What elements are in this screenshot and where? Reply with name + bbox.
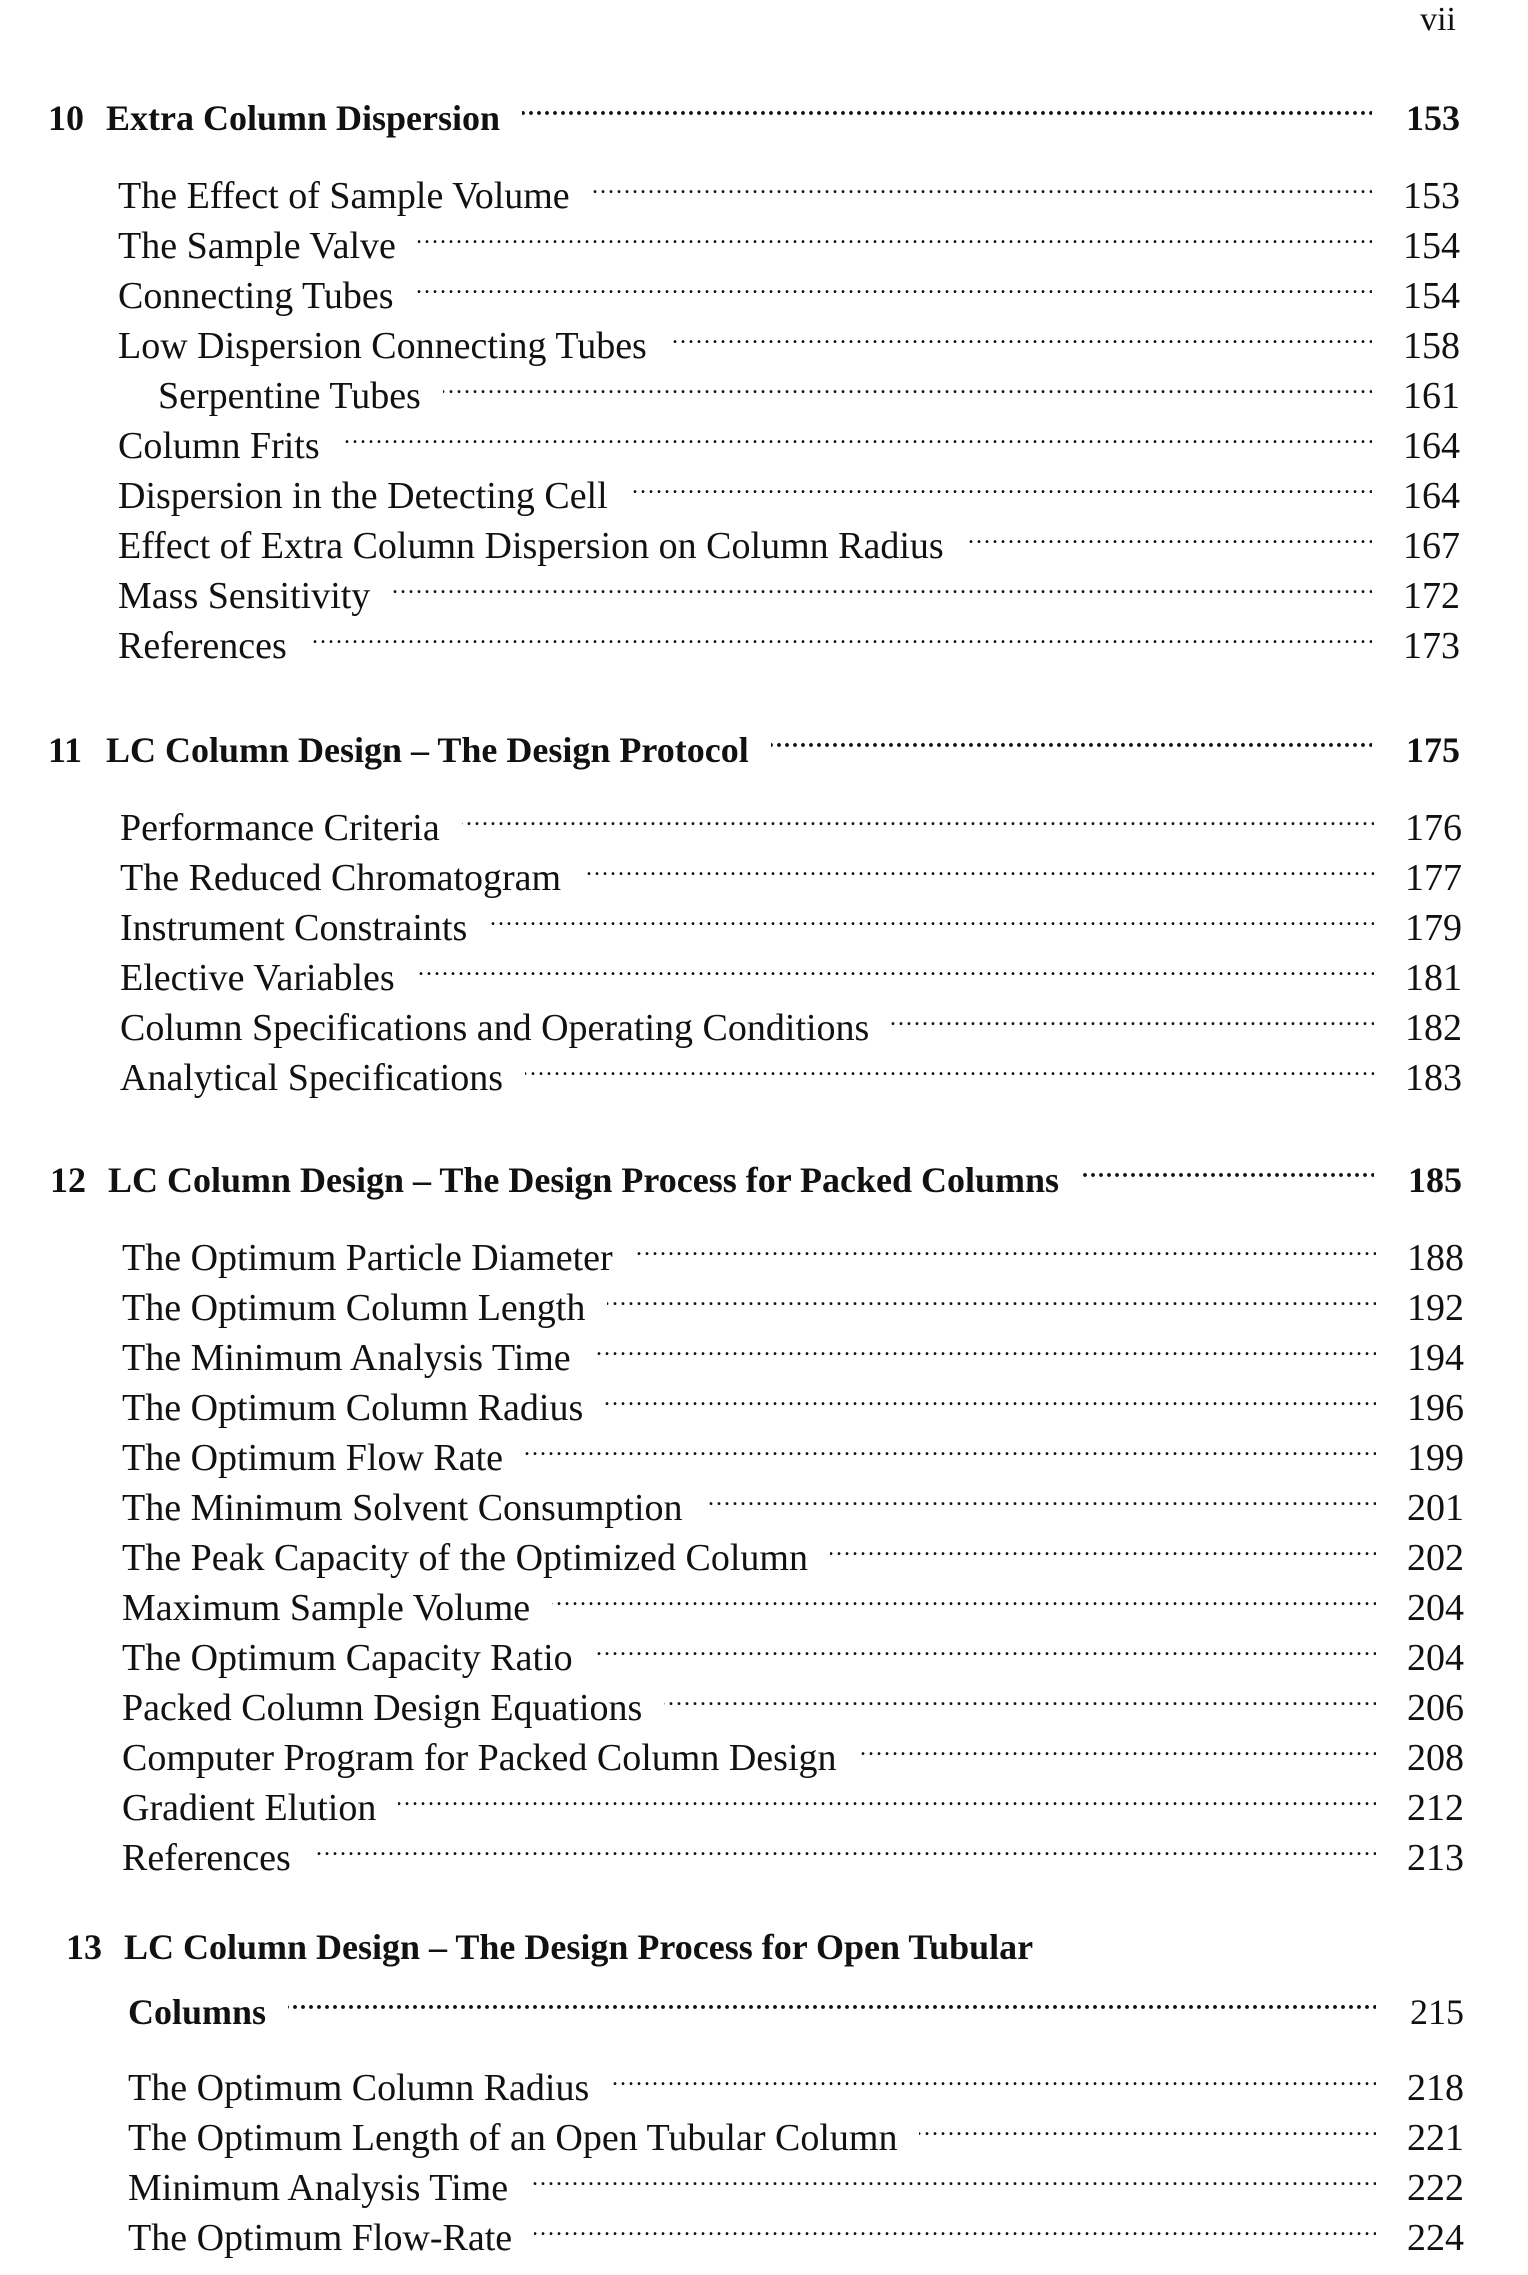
toc-entry xyxy=(120,990,1462,1049)
entry-page-number: 161 xyxy=(1403,375,1460,417)
leader-dots xyxy=(607,1270,1376,1320)
entry-page-number: 221 xyxy=(1407,2117,1464,2159)
chapter-number: 13 xyxy=(66,1927,102,1967)
leader-dots xyxy=(552,1570,1376,1620)
entry-title: Minimum Analysis Time xyxy=(128,2167,509,2209)
leader-dots xyxy=(398,1770,1376,1820)
toc-entry xyxy=(120,1040,1462,1099)
leader-dots xyxy=(534,2200,1376,2250)
toc-entry xyxy=(122,1570,1464,1629)
entry-page-number: 183 xyxy=(1405,1057,1462,1099)
entry-page-number: 164 xyxy=(1403,425,1460,467)
entry-title: Elective Variables xyxy=(120,957,395,999)
entry-page-number: 196 xyxy=(1407,1387,1464,1429)
chapter-title: LC Column Design – The Design Process for Open Tubular xyxy=(124,1927,1034,1967)
entry-title: Serpentine Tubes xyxy=(158,375,421,417)
entry-title xyxy=(66,1922,1033,1972)
entry-title: Connecting Tubes xyxy=(118,275,394,317)
toc-entry xyxy=(118,458,1460,517)
entry-page-number: 194 xyxy=(1407,1337,1464,1379)
entry-page-number: 158 xyxy=(1403,325,1460,367)
entry-title: The Optimum Capacity Ratio xyxy=(122,1637,573,1679)
entry-page-number: 182 xyxy=(1405,1007,1462,1049)
leader-dots xyxy=(309,608,1372,658)
chapter-title: Extra Column Dispersion xyxy=(106,98,501,138)
entry-title: Gradient Elution xyxy=(122,1787,377,1829)
leader-dots xyxy=(919,2100,1376,2150)
chapter-heading-13 xyxy=(66,1922,1464,1972)
chapter-heading-11 xyxy=(48,712,1460,770)
chapter-heading-13-line2 xyxy=(128,1974,1464,2032)
entry-page-number: 218 xyxy=(1407,2067,1464,2109)
entry-page-number: 212 xyxy=(1407,1787,1464,1829)
chapter-title: LC Column Design – The Design Protocol xyxy=(106,730,749,770)
leader-dots xyxy=(669,308,1372,358)
toc-entry xyxy=(122,1670,1464,1729)
toc-entry xyxy=(122,1820,1464,1879)
entry-title xyxy=(50,1155,1059,1205)
leader-dots xyxy=(771,712,1372,762)
leader-dots xyxy=(830,1520,1376,1570)
entry-page-number: 179 xyxy=(1405,907,1462,949)
entry-page-number: 213 xyxy=(1407,1837,1464,1879)
entry-title: The Optimum Column Radius xyxy=(122,1387,584,1429)
toc-entry xyxy=(120,890,1462,949)
entry-page-number: 153 xyxy=(1403,175,1460,217)
entry-page-number: 173 xyxy=(1403,625,1460,667)
chapter-heading-12 xyxy=(50,1142,1462,1200)
entry-title: Mass Sensitivity xyxy=(118,575,371,617)
leader-dots xyxy=(525,1040,1374,1090)
entry-page-number: 154 xyxy=(1403,225,1460,267)
chapter-title-continued: Columns xyxy=(128,1992,267,2032)
toc-entry xyxy=(118,558,1460,617)
toc-entry xyxy=(122,1420,1464,1479)
entry-title: Analytical Specifications xyxy=(120,1057,504,1099)
leader-dots xyxy=(392,558,1372,608)
entry-title: The Reduced Chromatogram xyxy=(120,857,562,899)
entry-title: Performance Criteria xyxy=(120,807,440,849)
entry-page-number: 172 xyxy=(1403,575,1460,617)
leader-dots xyxy=(417,940,1374,990)
toc-entry xyxy=(122,1320,1464,1379)
entry-page-number: 208 xyxy=(1407,1737,1464,1779)
leader-dots xyxy=(462,790,1374,840)
toc-entry xyxy=(122,1620,1464,1679)
leader-dots xyxy=(611,2050,1376,2100)
entry-title: Packed Column Design Equations xyxy=(122,1687,643,1729)
leader-dots xyxy=(705,1470,1376,1520)
toc-entry xyxy=(118,608,1460,667)
toc-entry xyxy=(120,840,1462,899)
leader-dots xyxy=(342,408,1372,458)
entry-page-number: 188 xyxy=(1407,1237,1464,1279)
entry-page-number: 181 xyxy=(1405,957,1462,999)
entry-title: The Optimum Column Radius xyxy=(128,2067,590,2109)
toc-entry xyxy=(122,1720,1464,1779)
entry-title: Low Dispersion Connecting Tubes xyxy=(118,325,647,367)
chapter-number: 10 xyxy=(48,98,84,138)
chapter-title: LC Column Design – The Design Process for Packed Columns xyxy=(108,1160,1060,1200)
entry-title xyxy=(48,93,500,143)
leader-dots xyxy=(891,990,1374,1040)
chapter-page: 185 xyxy=(1408,1160,1462,1200)
entry-page-number: 199 xyxy=(1407,1437,1464,1479)
entry-title: The Optimum Flow Rate xyxy=(122,1437,504,1479)
leader-dots xyxy=(1081,1142,1374,1192)
entry-page-number: 206 xyxy=(1407,1687,1464,1729)
chapter-number: 12 xyxy=(50,1160,86,1200)
leader-dots xyxy=(313,1820,1376,1870)
entry-page-number: 164 xyxy=(1403,475,1460,517)
entry-title: Maximum Sample Volume xyxy=(122,1587,531,1629)
page-number: vii xyxy=(1420,1,1456,38)
toc-entry xyxy=(120,940,1462,999)
toc-entry xyxy=(128,2050,1464,2109)
toc-entry xyxy=(128,2150,1464,2209)
entry-title: References xyxy=(122,1837,291,1879)
entry-page-number: 192 xyxy=(1407,1287,1464,1329)
toc-entry xyxy=(122,1770,1464,1829)
entry-title: The Optimum Flow-Rate xyxy=(128,2217,513,2259)
chapter-heading-10 xyxy=(48,80,1460,138)
leader-dots xyxy=(418,208,1372,258)
toc-entry xyxy=(118,158,1460,217)
toc-entry xyxy=(118,258,1460,317)
entry-title: The Minimum Solvent Consumption xyxy=(122,1487,683,1529)
entry-page-number: 202 xyxy=(1407,1537,1464,1579)
toc-entry xyxy=(128,2200,1464,2259)
leader-dots xyxy=(592,158,1372,208)
entry-page-number: 201 xyxy=(1407,1487,1464,1529)
entry-page-number: 204 xyxy=(1407,1587,1464,1629)
toc-entry xyxy=(122,1370,1464,1429)
entry-title: Column Frits xyxy=(118,425,320,467)
toc-entry xyxy=(122,1220,1464,1279)
toc-entry xyxy=(118,208,1460,267)
entry-page-number: 167 xyxy=(1403,525,1460,567)
leader-dots xyxy=(416,258,1372,308)
entry-title: The Sample Valve xyxy=(118,225,396,267)
leader-dots xyxy=(595,1620,1376,1670)
leader-dots xyxy=(530,2150,1376,2200)
toc-entry xyxy=(122,1520,1464,1579)
entry-title: References xyxy=(118,625,287,667)
entry-page-number: 154 xyxy=(1403,275,1460,317)
entry-title: The Optimum Particle Diameter xyxy=(122,1237,613,1279)
leader-dots xyxy=(525,1420,1376,1470)
leader-dots xyxy=(583,840,1374,890)
leader-dots xyxy=(522,80,1372,130)
leader-dots xyxy=(443,358,1372,408)
chapter-page: 153 xyxy=(1406,98,1460,138)
toc-entry xyxy=(122,1470,1464,1529)
leader-dots xyxy=(859,1720,1376,1770)
entry-title: The Effect of Sample Volume xyxy=(118,175,570,217)
toc-entry xyxy=(122,1270,1464,1329)
entry-title: The Optimum Length of an Open Tubular Column xyxy=(128,2117,898,2159)
toc-entry xyxy=(118,508,1460,567)
entry-title: Column Specifications and Operating Conditions xyxy=(120,1007,870,1049)
entry-title: Instrument Constraints xyxy=(120,907,468,949)
entry-title: The Peak Capacity of the Optimized Column xyxy=(122,1537,808,1579)
toc-entry xyxy=(118,308,1460,367)
toc-entry xyxy=(128,2100,1464,2159)
leader-dots xyxy=(605,1370,1376,1420)
leader-dots xyxy=(593,1320,1376,1370)
entry-page-number: 204 xyxy=(1407,1637,1464,1679)
entry-title: Effect of Extra Column Dispersion on Column Radius xyxy=(118,525,944,567)
entry-page-number: 224 xyxy=(1407,2217,1464,2259)
entry-title xyxy=(48,725,749,775)
leader-dots xyxy=(635,1220,1376,1270)
leader-dots xyxy=(664,1670,1376,1720)
entry-title: Dispersion in the Detecting Cell xyxy=(118,475,608,517)
toc-entry xyxy=(120,790,1462,849)
entry-page-number: 176 xyxy=(1405,807,1462,849)
leader-dots xyxy=(966,508,1372,558)
leader-dots xyxy=(489,890,1374,940)
entry-page-number: 222 xyxy=(1407,2167,1464,2209)
chapter-number: 11 xyxy=(48,730,83,770)
entry-page-number: 177 xyxy=(1405,857,1462,899)
entry-title: Computer Program for Packed Column Design xyxy=(122,1737,837,1779)
chapter-page: 215 xyxy=(1410,1992,1464,2032)
toc-entry xyxy=(118,408,1460,467)
leader-dots xyxy=(288,1974,1376,2024)
entry-title: The Optimum Column Length xyxy=(122,1287,586,1329)
entry-title: The Minimum Analysis Time xyxy=(122,1337,571,1379)
toc-entry xyxy=(158,358,1460,417)
chapter-page: 175 xyxy=(1406,730,1460,770)
leader-dots xyxy=(630,458,1372,508)
